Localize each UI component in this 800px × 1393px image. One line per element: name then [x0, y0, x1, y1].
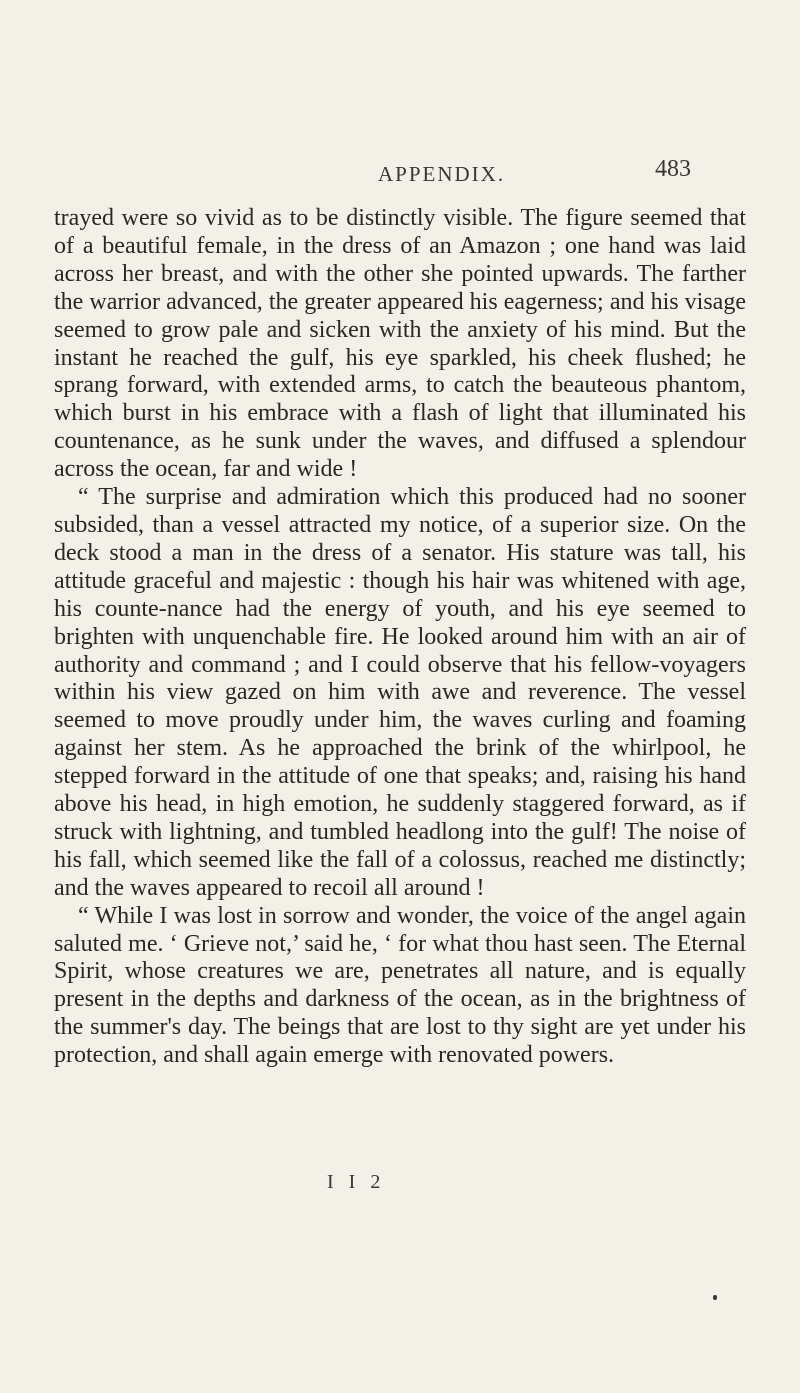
paragraph-2: “ The surprise and admiration which this produced had no sooner subsided, than a vessel attracted my notice, of a superior size. On the deck stood a man in the dress of a senator. His stature was tall, his attitude graceful and majestic : though his hair was whitened with age, his counte-nance had the energy of youth, and his eye seemed to brighten with unquenchable fire. He looked around him with an air of authority and command ; and I could observe that his fellow-voyagers within his view gazed on him with awe and reverence. The vessel seemed to move proudly under him, the waves curling and foaming against her stem. As he approached the brink of the whirlpool, he stepped forward in the attitude of one that speaks; and, raising his hand above his head, in high emotion, he suddenly staggered forward, as if struck with lightning, and tumbled headlong into the gulf! The noise of his fall, which seemed like the fall of a colossus, reached me distinctly; and the waves appeared to recoil all around !	[54, 484, 746, 901]
paragraph-1: trayed were so vivid as to be distinctly visible. The figure seemed that of a beautiful female, in the dress of an Amazon ; one hand was laid across her breast, and with the other she pointed upwards. The farther the warrior advanced, the greater appeared his eagerness; and his visage seemed to grow pale and sicken with the anxiety of his mind. But the instant he reached the gulf, his eye sparkled, his cheek flushed; he sprang forward, with extended arms, to catch the beauteous phantom, which burst in his embrace with a flash of light that illuminated his countenance, as he sunk under the waves, and diffused a splendour across the ocean, far and wide !	[54, 205, 746, 483]
paragraph-3: “ While I was lost in sorrow and wonder, the voice of the angel again saluted me. ‘ Grieve not,’ said he, ‘ for what thou hast seen. The Eternal Spirit, whose creatures we are, penetrates all nature, and is equally present in the depths and darkness of the ocean, as in the brightness of the summer's day. The beings that are lost to thy sight are yet under his protection, and shall again emerge with renovated powers.	[54, 902, 746, 1069]
page-number: 483	[655, 156, 691, 182]
running-head: APPENDIX.	[378, 162, 506, 186]
body-text	[54, 205, 746, 1070]
signature-mark: I I 2	[327, 1171, 386, 1193]
ink-speck	[713, 1295, 717, 1300]
